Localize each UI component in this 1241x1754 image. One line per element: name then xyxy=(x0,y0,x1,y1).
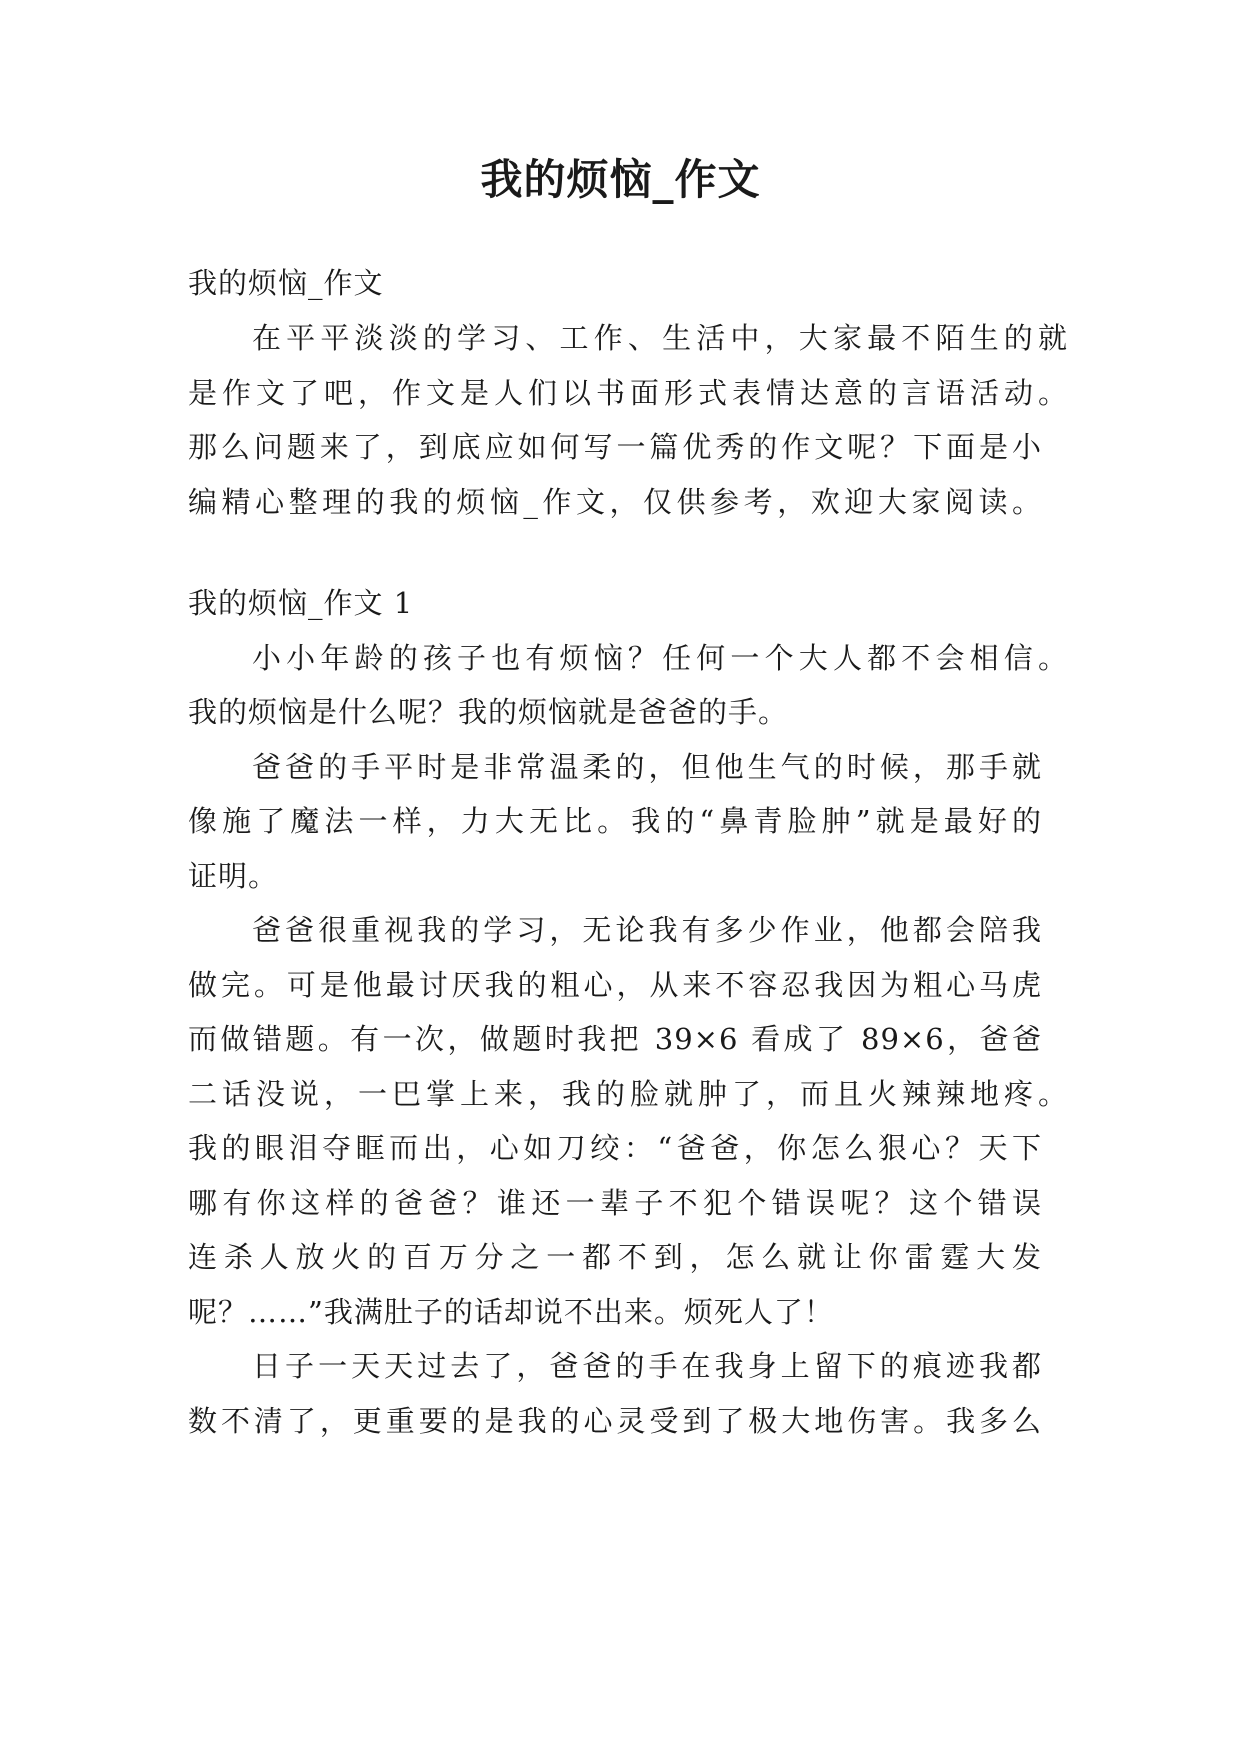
paragraph-line: 我的烦恼是什么呢？我的烦恼就是爸爸的手。 xyxy=(188,695,789,729)
paragraph-line: 爸爸很重视我的学习，无论我有多少作业，他都会陪我 xyxy=(252,913,1042,947)
paragraph-line: 呢？……”我满肚子的话却说不出来。烦死人了！ xyxy=(188,1295,834,1329)
section-heading: 我的烦恼_作文 1 xyxy=(188,586,414,620)
paragraph-line: 二话没说，一巴掌上来，我的脸就肿了，而且火辣辣地疼。 xyxy=(188,1077,1068,1111)
paragraph-line: 日子一天天过去了，爸爸的手在我身上留下的痕迹我都 xyxy=(252,1349,1042,1383)
paragraph-line: 证明。 xyxy=(188,859,279,893)
paragraph-line: 编精心整理的我的烦恼_作文，仅供参考，欢迎大家阅读。 xyxy=(188,485,1042,519)
document-title: 我的烦恼_作文 xyxy=(480,155,761,204)
paragraph-line: 数不清了，更重要的是我的心灵受到了极大地伤害。我多么 xyxy=(188,1404,1042,1438)
paragraph-line: 像施了魔法一样，力大无比。我的“鼻青脸肿”就是最好的 xyxy=(188,804,1042,838)
paragraph-line: 那么问题来了，到底应如何写一篇优秀的作文呢？下面是小 xyxy=(188,430,1042,464)
paragraph-line: 是作文了吧，作文是人们以书面形式表情达意的言语活动。 xyxy=(188,376,1068,410)
paragraph-line: 小小年龄的孩子也有烦恼？任何一个大人都不会相信。 xyxy=(252,641,1068,675)
paragraph-line: 我的眼泪夺眶而出，心如刀绞：“爸爸，你怎么狠心？天下 xyxy=(188,1131,1042,1165)
paragraph-line: 做完。可是他最讨厌我的粗心，从来不容忍我因为粗心马虎 xyxy=(188,968,1042,1002)
intro-heading: 我的烦恼_作文 xyxy=(188,266,384,300)
paragraph-line: 而做错题。有一次，做题时我把 39×6 看成了 89×6，爸爸 xyxy=(188,1022,1042,1056)
paragraph-line: 连杀人放火的百万分之一都不到，怎么就让你雷霆大发 xyxy=(188,1240,1042,1274)
paragraph-line: 在平平淡淡的学习、工作、生活中，大家最不陌生的就 xyxy=(252,321,1068,355)
paragraph-line: 哪有你这样的爸爸？谁还一辈子不犯个错误呢？这个错误 xyxy=(188,1186,1042,1220)
paragraph-line: 爸爸的手平时是非常温柔的，但他生气的时候，那手就 xyxy=(252,750,1042,784)
